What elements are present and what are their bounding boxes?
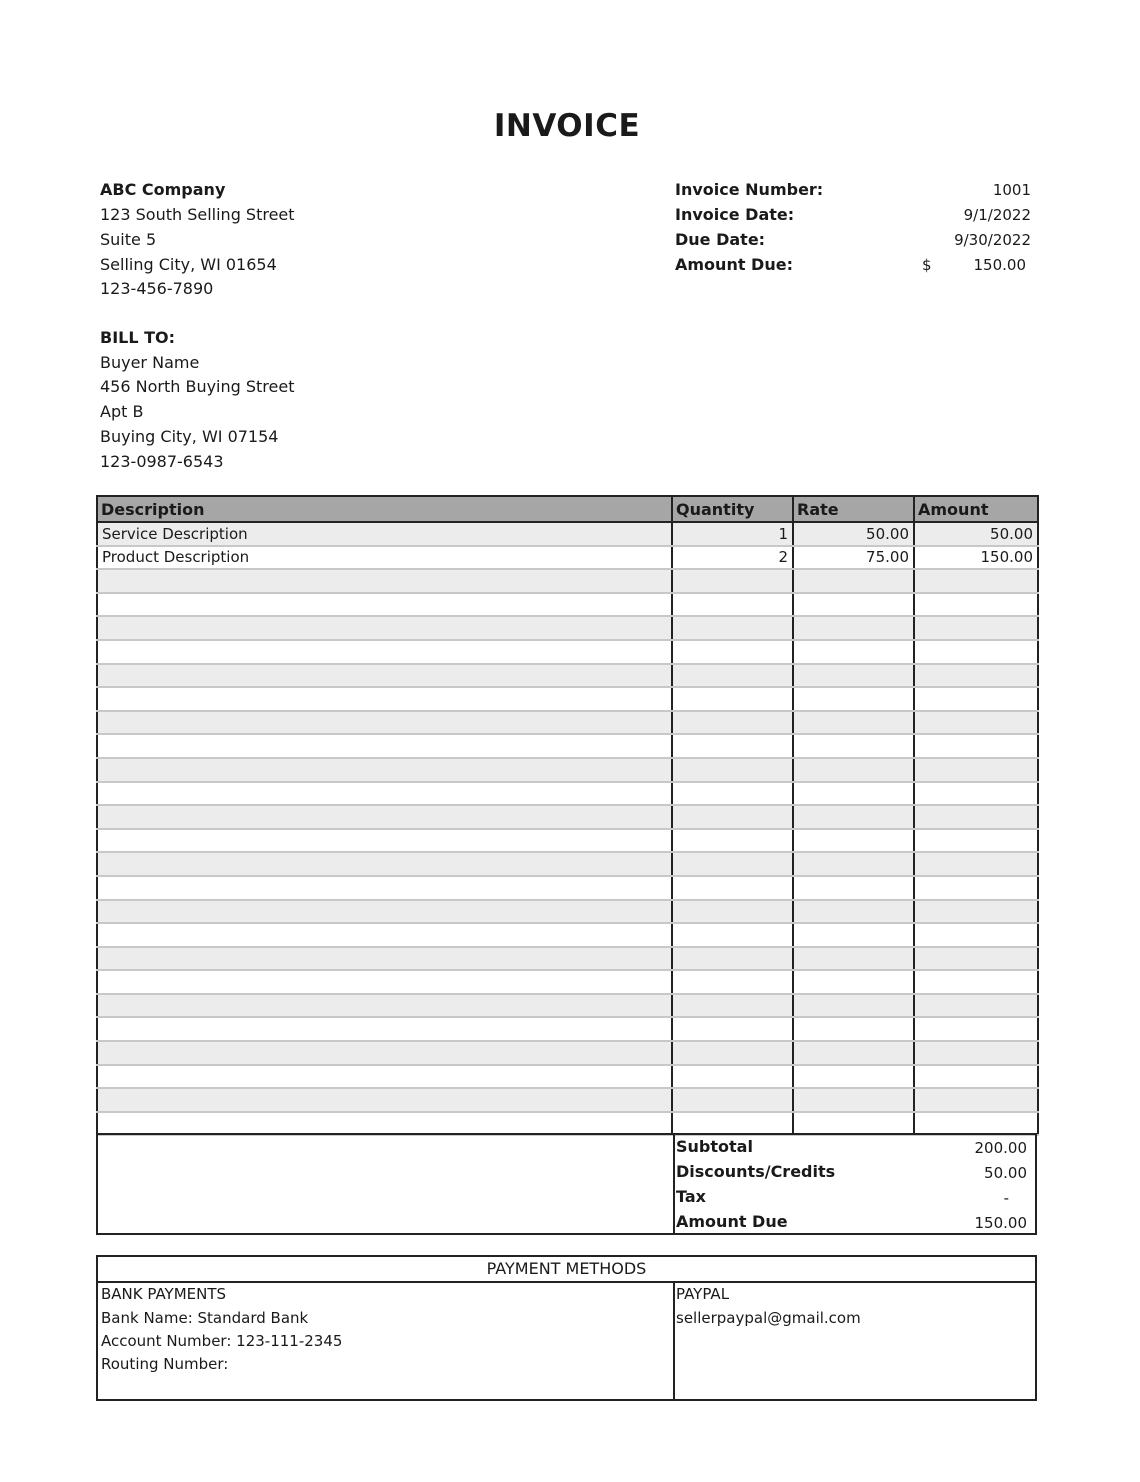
bank-name: Bank Name: Standard Bank bbox=[101, 1309, 309, 1327]
cell-rate bbox=[793, 970, 914, 994]
cell-amount bbox=[914, 1112, 1038, 1136]
cell-rate bbox=[793, 687, 914, 711]
cell-quantity bbox=[672, 947, 793, 971]
cell-description bbox=[97, 640, 672, 664]
seller-address2: Suite 5 bbox=[100, 230, 157, 249]
table-row bbox=[97, 1065, 1038, 1089]
table-row bbox=[97, 569, 1038, 593]
cell-rate: 75.00 bbox=[793, 546, 914, 570]
table-row bbox=[97, 782, 1038, 806]
table-row bbox=[97, 805, 1038, 829]
bill-to-label: BILL TO: bbox=[100, 328, 176, 347]
payment-divider bbox=[673, 1283, 675, 1399]
routing-number: Routing Number: bbox=[101, 1355, 229, 1373]
invoice-date: 9/1/2022 bbox=[963, 206, 1031, 224]
discounts-value: 50.00 bbox=[984, 1164, 1027, 1182]
cell-amount bbox=[914, 569, 1038, 593]
cell-description bbox=[97, 1041, 672, 1065]
cell-description bbox=[97, 1065, 672, 1089]
table-row bbox=[97, 522, 1038, 546]
table-row bbox=[97, 1112, 1038, 1136]
table-row bbox=[97, 829, 1038, 853]
cell-quantity bbox=[672, 640, 793, 664]
cell-amount bbox=[914, 829, 1038, 853]
cell-quantity bbox=[672, 923, 793, 947]
cell-description bbox=[97, 876, 672, 900]
buyer-address1: 456 North Buying Street bbox=[100, 377, 295, 396]
cell-rate bbox=[793, 569, 914, 593]
cell-description bbox=[97, 947, 672, 971]
bank-payments-label: BANK PAYMENTS bbox=[101, 1285, 227, 1303]
seller-phone: 123-456-7890 bbox=[100, 279, 214, 298]
paypal-email: sellerpaypal@gmail.com bbox=[676, 1309, 861, 1327]
buyer-phone: 123-0987-6543 bbox=[100, 452, 224, 471]
cell-rate bbox=[793, 616, 914, 640]
cell-quantity bbox=[672, 616, 793, 640]
buyer-name: Buyer Name bbox=[100, 353, 200, 372]
cell-amount bbox=[914, 805, 1038, 829]
cell-description bbox=[97, 711, 672, 735]
cell-description bbox=[97, 758, 672, 782]
cell-quantity bbox=[672, 782, 793, 806]
cell-description bbox=[97, 616, 672, 640]
table-row bbox=[97, 593, 1038, 617]
cell-amount bbox=[914, 947, 1038, 971]
cell-rate bbox=[793, 664, 914, 688]
cell-rate bbox=[793, 994, 914, 1018]
account-number: Account Number: 123-111-2345 bbox=[101, 1332, 343, 1350]
cell-amount bbox=[914, 664, 1038, 688]
column-header-description: Description bbox=[97, 496, 672, 522]
cell-description bbox=[97, 1088, 672, 1112]
tax-label: Tax bbox=[676, 1187, 706, 1206]
table-header-row bbox=[97, 496, 1038, 522]
cell-rate bbox=[793, 711, 914, 735]
cell-description bbox=[97, 687, 672, 711]
cell-amount bbox=[914, 711, 1038, 735]
table-row bbox=[97, 876, 1038, 900]
cell-rate bbox=[793, 734, 914, 758]
cell-amount bbox=[914, 734, 1038, 758]
table-row bbox=[97, 900, 1038, 924]
cell-amount bbox=[914, 1017, 1038, 1041]
column-header-amount: Amount bbox=[914, 496, 1038, 522]
cell-amount bbox=[914, 1088, 1038, 1112]
cell-description bbox=[97, 805, 672, 829]
cell-amount bbox=[914, 782, 1038, 806]
cell-amount bbox=[914, 616, 1038, 640]
cell-rate bbox=[793, 1065, 914, 1089]
cell-description: Product Description bbox=[97, 546, 672, 570]
cell-quantity bbox=[672, 1041, 793, 1065]
cell-quantity bbox=[672, 876, 793, 900]
total-amount-due-label: Amount Due bbox=[676, 1212, 788, 1231]
cell-description bbox=[97, 923, 672, 947]
cell-amount bbox=[914, 923, 1038, 947]
invoice-number: 1001 bbox=[992, 181, 1031, 199]
cell-quantity bbox=[672, 1088, 793, 1112]
cell-amount bbox=[914, 1065, 1038, 1089]
cell-rate bbox=[793, 852, 914, 876]
table-row bbox=[97, 923, 1038, 947]
table-row bbox=[97, 758, 1038, 782]
discounts-label: Discounts/Credits bbox=[676, 1162, 836, 1181]
cell-quantity bbox=[672, 829, 793, 853]
cell-rate: 50.00 bbox=[793, 522, 914, 546]
total-amount-due-value: 150.00 bbox=[974, 1214, 1027, 1232]
cell-quantity bbox=[672, 734, 793, 758]
table-row bbox=[97, 616, 1038, 640]
cell-amount bbox=[914, 900, 1038, 924]
table-row bbox=[97, 546, 1038, 570]
invoice-number-label: Invoice Number: bbox=[675, 180, 824, 199]
invoice-title: INVOICE bbox=[493, 108, 641, 144]
cell-rate bbox=[793, 947, 914, 971]
cell-amount bbox=[914, 758, 1038, 782]
cell-amount bbox=[914, 852, 1038, 876]
cell-amount bbox=[914, 640, 1038, 664]
cell-quantity bbox=[672, 1112, 793, 1136]
due-date-label: Due Date: bbox=[675, 230, 766, 249]
cell-quantity bbox=[672, 852, 793, 876]
cell-rate bbox=[793, 758, 914, 782]
totals-box bbox=[96, 1133, 1037, 1235]
cell-rate bbox=[793, 805, 914, 829]
cell-quantity: 1 bbox=[672, 522, 793, 546]
line-items-table bbox=[96, 495, 1039, 1136]
cell-rate bbox=[793, 923, 914, 947]
seller-name: ABC Company bbox=[100, 180, 226, 199]
cell-amount bbox=[914, 1041, 1038, 1065]
seller-address1: 123 South Selling Street bbox=[100, 205, 295, 224]
cell-quantity bbox=[672, 687, 793, 711]
cell-description bbox=[97, 1017, 672, 1041]
cell-rate bbox=[793, 640, 914, 664]
column-header-rate: Rate bbox=[793, 496, 914, 522]
subtotal-label: Subtotal bbox=[676, 1137, 753, 1156]
cell-quantity bbox=[672, 900, 793, 924]
cell-rate bbox=[793, 593, 914, 617]
cell-amount bbox=[914, 994, 1038, 1018]
table-row bbox=[97, 640, 1038, 664]
amount-due-label: Amount Due: bbox=[675, 255, 793, 274]
totals-divider bbox=[673, 1135, 675, 1233]
table-row bbox=[97, 734, 1038, 758]
cell-quantity bbox=[672, 970, 793, 994]
cell-description bbox=[97, 782, 672, 806]
cell-description bbox=[97, 900, 672, 924]
cell-rate bbox=[793, 1017, 914, 1041]
payment-methods-box bbox=[96, 1255, 1037, 1401]
cell-description bbox=[97, 829, 672, 853]
paypal-label: PAYPAL bbox=[676, 1285, 730, 1303]
table-row bbox=[97, 1088, 1038, 1112]
buyer-city: Buying City, WI 07154 bbox=[100, 427, 279, 446]
amount-due-value: 150.00 bbox=[973, 256, 1026, 274]
cell-quantity bbox=[672, 805, 793, 829]
cell-quantity bbox=[672, 664, 793, 688]
cell-quantity bbox=[672, 1017, 793, 1041]
cell-rate bbox=[793, 1041, 914, 1065]
invoice-date-label: Invoice Date: bbox=[675, 205, 795, 224]
cell-rate bbox=[793, 1112, 914, 1136]
cell-description bbox=[97, 1112, 672, 1136]
cell-quantity bbox=[672, 569, 793, 593]
cell-rate bbox=[793, 829, 914, 853]
table-row bbox=[97, 852, 1038, 876]
cell-quantity bbox=[672, 593, 793, 617]
cell-amount bbox=[914, 687, 1038, 711]
cell-rate bbox=[793, 1088, 914, 1112]
cell-description bbox=[97, 664, 672, 688]
table-row bbox=[97, 664, 1038, 688]
seller-city: Selling City, WI 01654 bbox=[100, 255, 277, 274]
table-row bbox=[97, 711, 1038, 735]
table-row bbox=[97, 994, 1038, 1018]
cell-amount: 50.00 bbox=[914, 522, 1038, 546]
cell-amount bbox=[914, 593, 1038, 617]
cell-rate bbox=[793, 782, 914, 806]
table-row bbox=[97, 1017, 1038, 1041]
cell-quantity bbox=[672, 994, 793, 1018]
cell-description: Service Description bbox=[97, 522, 672, 546]
table-row bbox=[97, 687, 1038, 711]
cell-rate bbox=[793, 876, 914, 900]
cell-description bbox=[97, 593, 672, 617]
cell-quantity bbox=[672, 711, 793, 735]
buyer-address2: Apt B bbox=[100, 402, 144, 421]
table-row bbox=[97, 970, 1038, 994]
due-date: 9/30/2022 bbox=[954, 231, 1031, 249]
cell-description bbox=[97, 734, 672, 758]
payment-methods-header: PAYMENT METHODS bbox=[98, 1257, 1035, 1283]
tax-value: - bbox=[1003, 1189, 1009, 1207]
cell-description bbox=[97, 994, 672, 1018]
cell-quantity: 2 bbox=[672, 546, 793, 570]
cell-description bbox=[97, 970, 672, 994]
cell-quantity bbox=[672, 758, 793, 782]
table-row bbox=[97, 1041, 1038, 1065]
currency-symbol: $ bbox=[922, 256, 932, 274]
cell-rate bbox=[793, 900, 914, 924]
cell-quantity bbox=[672, 1065, 793, 1089]
column-header-quantity: Quantity bbox=[672, 496, 793, 522]
cell-amount bbox=[914, 876, 1038, 900]
table-row bbox=[97, 947, 1038, 971]
cell-description bbox=[97, 852, 672, 876]
cell-amount bbox=[914, 970, 1038, 994]
cell-amount: 150.00 bbox=[914, 546, 1038, 570]
cell-description bbox=[97, 569, 672, 593]
subtotal-value: 200.00 bbox=[974, 1139, 1027, 1157]
